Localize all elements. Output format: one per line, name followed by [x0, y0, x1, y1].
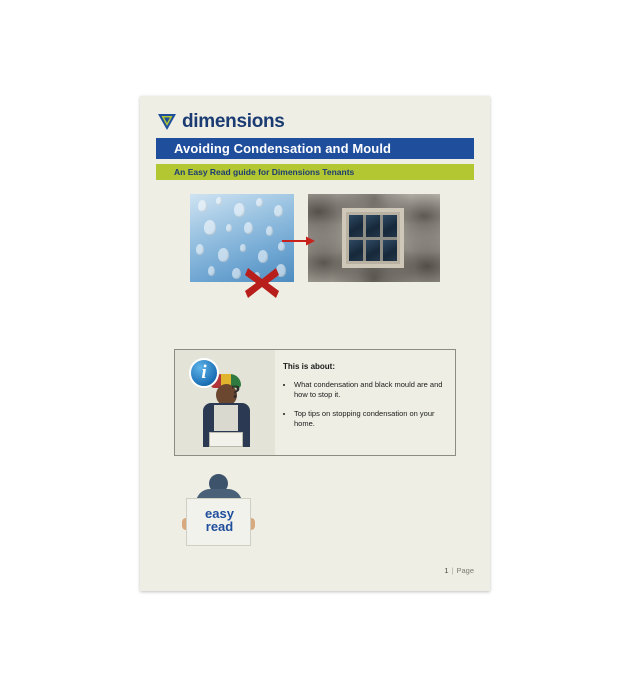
page-footer [444, 566, 474, 575]
red-arrow-right-icon [282, 234, 316, 246]
information-icon: i [189, 358, 219, 388]
footer-page-number: 1 [444, 566, 449, 575]
this-is-about-box [174, 349, 456, 456]
info-text [283, 362, 447, 439]
easy-read-line1: easy [205, 506, 234, 521]
list-item: • Top tips on stopping condensation on your home. [294, 409, 447, 429]
easy-read-line2: read [205, 519, 234, 534]
document-subtitle-bar [156, 164, 474, 180]
page-subtitle: An Easy Read guide for Dimensions Tenants [174, 167, 355, 177]
dimensions-triangle-icon [156, 110, 178, 132]
red-cross-icon [244, 266, 280, 300]
mould-photo [308, 194, 440, 282]
question-mark-icon: ? [231, 382, 241, 403]
brand-logo [156, 110, 285, 132]
window-panes [349, 215, 397, 261]
document-page [140, 96, 490, 591]
easy-read-logo [180, 474, 258, 554]
page-title: Avoiding Condensation and Mould [174, 141, 392, 156]
info-heading: This is about: [283, 362, 335, 371]
info-illustration [175, 350, 275, 455]
footer-separator: | [451, 566, 454, 575]
footer-page-label: Page [456, 566, 474, 575]
document-title-bar [156, 138, 474, 159]
illustration-row [190, 194, 440, 289]
window-frame [342, 208, 404, 268]
brand-name: dimensions [182, 110, 285, 132]
list-item: • What condensation and black mould are and how to stop it. [294, 380, 447, 400]
info-bullet-list [283, 380, 447, 430]
